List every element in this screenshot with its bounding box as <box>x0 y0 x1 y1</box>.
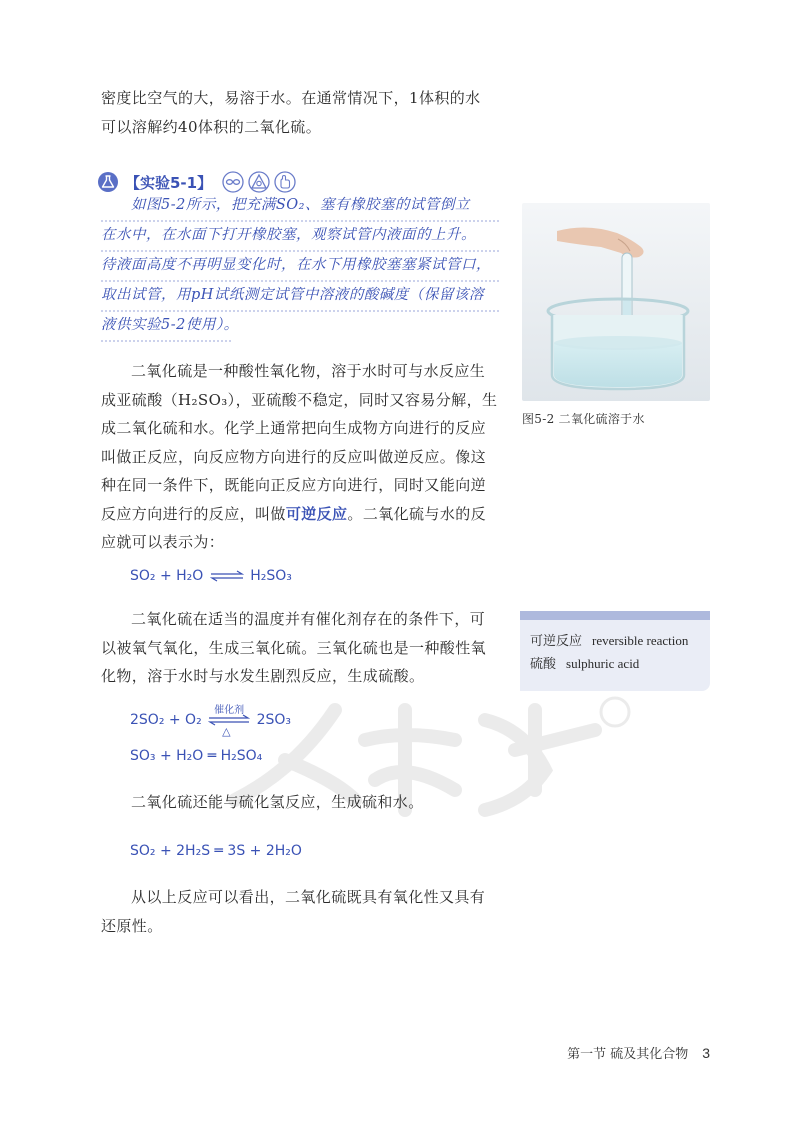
equation-right: H₂SO₃ <box>250 568 292 584</box>
paragraph-line: 还原性。 <box>101 916 163 935</box>
main-line: 应就可以表示为： <box>101 533 225 551</box>
main-line-end: 。二氧化硫与水的反 <box>347 504 487 523</box>
experiment-dotted-rules <box>101 213 501 343</box>
main-line: 种在同一条件下，既能向正反应方向进行，同时又能向逆 <box>101 476 487 494</box>
glossary-entry <box>520 630 710 653</box>
glossary-term-cn: 可逆反应 <box>530 634 583 649</box>
reversible-arrow-icon <box>210 570 244 582</box>
experiment-line: 取出试管，用pH试纸测定试管中溶液的酸碱度（保留该溶 <box>101 287 484 303</box>
main-line: 成二氧化硫和水。化学上通常把向生成物方向进行的反应 <box>101 419 487 437</box>
beaker-test-tube-image <box>522 203 710 401</box>
glossary-entry <box>520 653 710 676</box>
equation-so2-water <box>130 568 292 584</box>
reversible-reaction-term: 可逆反应 <box>285 504 348 523</box>
glossary-top-bar <box>520 611 710 620</box>
experiment-line: 在水中，在水面下打开橡胶塞，观察试管内液面的上升。 <box>101 227 476 243</box>
page-footer <box>567 1043 710 1062</box>
intro-line: 可以溶解约40体积的二氧化硫。 <box>101 117 322 136</box>
main-line: 叫做正反应，向反应物方向进行的反应叫做逆反应。像这 <box>101 447 487 466</box>
paragraph-line: 从以上反应可以看出，二氧化硫既具有氧化性又具有 <box>131 888 486 906</box>
intro-paragraph <box>101 84 501 141</box>
paragraph-line: 以被氧气氧化，生成三氧化硫。三氧化硫也是一种酸性氧 <box>101 638 487 657</box>
catalyst-label: 催化剂 <box>214 705 245 716</box>
experiment-photo <box>522 203 710 401</box>
main-line: 二氧化硫是一种酸性氧化物，溶于水时可与水反应生 <box>131 362 486 380</box>
glossary-term-en: sulphuric acid <box>566 656 640 671</box>
glossary-term-cn: 硫酸 <box>530 657 557 672</box>
equation-so3-water: SO₃ + H₂O ═ H₂SO₄ <box>130 748 263 764</box>
glossary-box <box>520 611 710 691</box>
heat-symbol: △ <box>222 725 231 738</box>
equation-right: 2SO₃ <box>256 712 292 728</box>
paragraph-line: 二氧化硫在适当的温度并有催化剂存在的条件下，可 <box>131 610 486 628</box>
main-line <box>101 500 501 529</box>
experiment-line: 待液面高度不再明显变化时，在水下用橡胶塞塞紧试管口， <box>101 257 491 273</box>
main-line-start: 反应方向进行的反应，叫做 <box>101 504 286 523</box>
glossary-term-en: reversible reaction <box>592 633 689 648</box>
paragraph-h2s: 二氧化硫还能与硫化氢反应，生成硫和水。 <box>131 793 424 811</box>
paragraph-line: 化物，溶于水时与水发生剧烈反应，生成硫酸。 <box>101 667 425 685</box>
intro-line: 密度比空气的大，易溶于水。在通常情况下，1体积的水 <box>101 89 481 107</box>
paragraph-conclusion <box>101 883 501 940</box>
main-line: 成亚硫酸（H₂SO₃），亚硫酸不稳定，同时又容易分解，生 <box>101 390 498 409</box>
page-number: 3 <box>702 1045 710 1061</box>
equation-so2-h2s: SO₂ + 2H₂S ═ 3S + 2H₂O <box>130 843 302 859</box>
experiment-title: 【实验5-1】 <box>125 173 213 192</box>
experiment-line: 液供实验5-2使用）。 <box>101 317 239 333</box>
section-title: 第一节 硫及其化合物 <box>567 1047 689 1062</box>
main-paragraph <box>101 357 501 557</box>
paragraph-oxidation <box>101 605 501 691</box>
experiment-line: 如图5-2所示，把充满SO₂、塞有橡胶塞的试管倒立 <box>131 197 470 213</box>
equation-left: 2SO₂ + O₂ <box>130 712 202 728</box>
equation-left: SO₂ + H₂O <box>130 568 204 584</box>
publisher-watermark <box>215 690 635 820</box>
figure-caption: 图5-2 二氧化硫溶于水 <box>522 412 645 426</box>
